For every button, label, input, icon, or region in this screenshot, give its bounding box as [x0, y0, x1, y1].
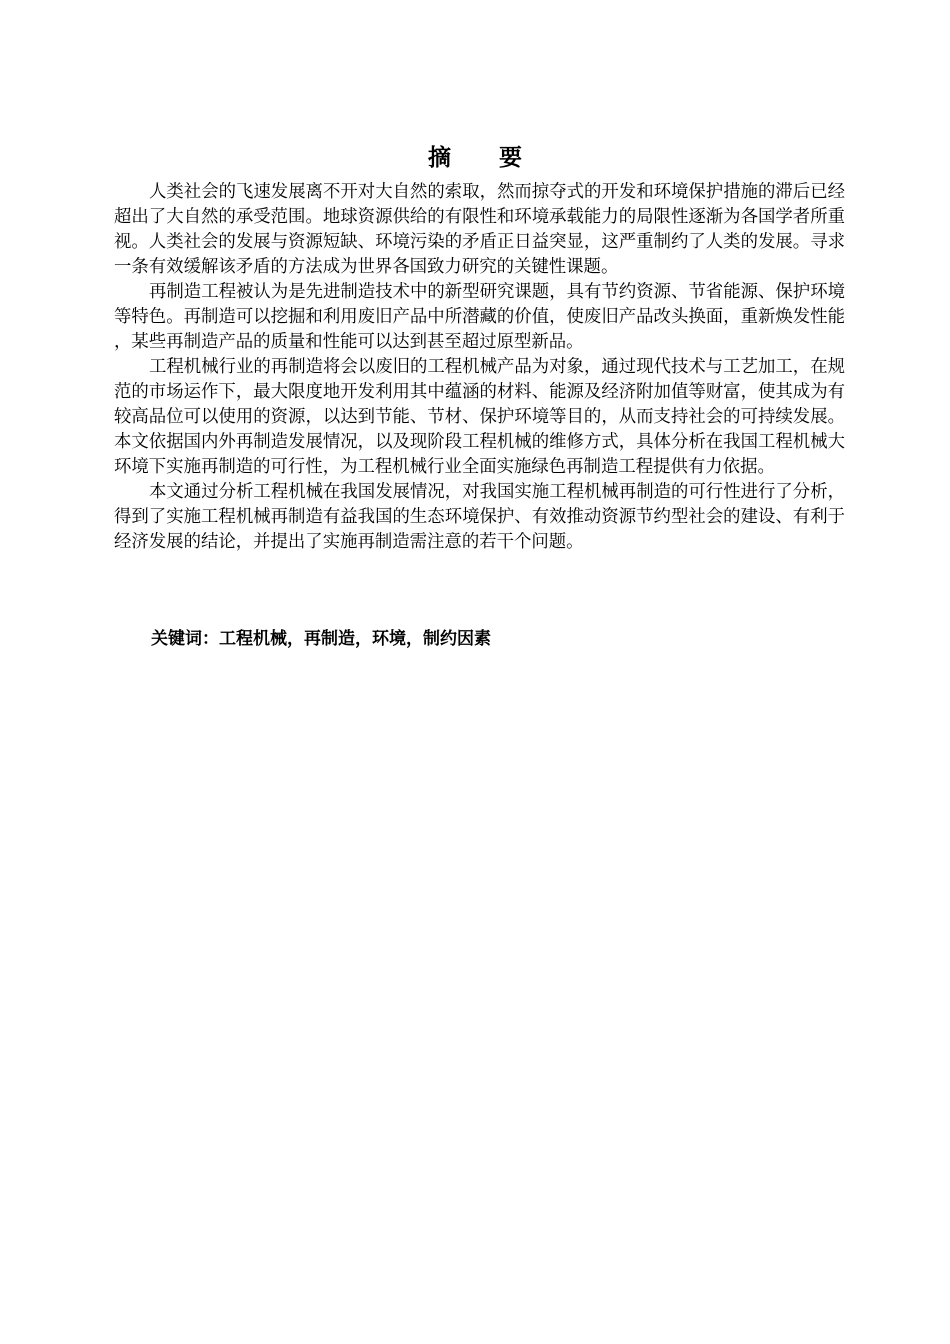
abstract-title: 摘 要 — [427, 145, 542, 171]
abstract-paragraph-3: 工程机械行业的再制造将会以废旧的工程机械产品为对象，通过现代技术与工艺加工，在规范的市场运作下，最大限度地开发利用其中蕴涵的材料、能源及经济附加值等财富，使其成为有较高品位可以使用的资源，以达到节能、节材、保护环境等目的，从而支持社会的可持续发展。本文依据国内外再制造发展情况，以及现阶段工程机械的维修方式，具体分析在我国工程机械大环境下实施再制造的可行性，为工程机械行业全面实施绿色再制造工程提供有力依据。 — [114, 357, 845, 477]
abstract-paragraph-1: 人类社会的飞速发展离不开对大自然的索取，然而掠夺式的开发和环境保护措施的滞后已经超出了大自然的承受范围。地球资源供给的有限性和环境承载能力的局限性逐渐为各国学者所重视。人类社会的发展与资源短缺、环境污染的矛盾正日益突显，这严重制约了人类的发展。寻求一条有效缓解该矛盾的方法成为世界各国致力研究的关键性课题。 — [114, 182, 845, 277]
keywords-line: 关键词：工程机械，再制造，环境，制约因素 — [151, 629, 491, 649]
abstract-body — [114, 180, 845, 555]
abstract-paragraph-4: 本文通过分析工程机械在我国发展情况，对我国实施工程机械再制造的可行性进行了分析，得到了实施工程机械再制造有益我国的生态环境保护、有效推动资源节约型社会的建设、有利于经济发展的结论，并提出了实施再制造需注意的若干个问题。 — [114, 482, 845, 552]
abstract-paragraph-2: 再制造工程被认为是先进制造技术中的新型研究课题，具有节约资源、节省能源、保护环境等特色。再制造可以挖掘和利用废旧产品中所潜藏的价值，使废旧产品改头换面，重新焕发性能，某些再制造产品的质量和性能可以达到甚至超过原型新品。 — [114, 282, 845, 352]
